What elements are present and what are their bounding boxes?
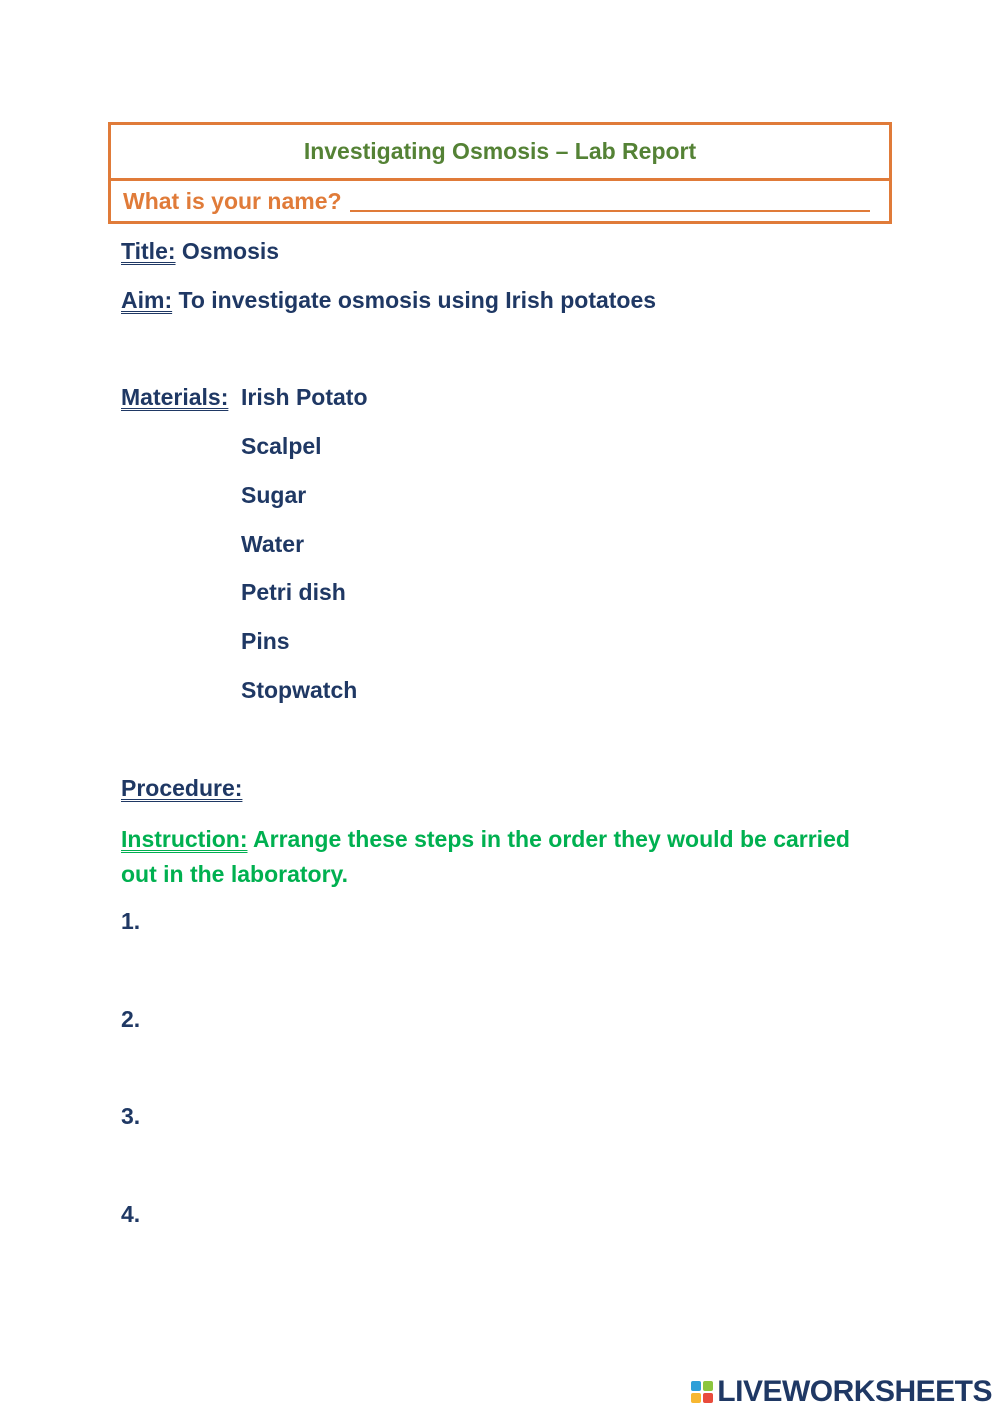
instruction-label: Instruction: xyxy=(121,826,248,852)
procedure-label: Procedure: xyxy=(121,775,243,801)
aim-value: To investigate osmosis using Irish potatoes xyxy=(172,287,657,313)
step-number: 2. xyxy=(121,1006,141,1032)
liveworksheets-logo xyxy=(691,1375,992,1409)
aim-label: Aim: xyxy=(121,287,173,313)
materials-line xyxy=(121,384,228,411)
aim-line xyxy=(121,287,656,314)
procedure-line xyxy=(121,775,242,802)
material-item: Scalpel xyxy=(241,433,322,459)
logo-text: LIVEWORKSHEETS xyxy=(717,1375,992,1408)
header-box xyxy=(108,122,892,224)
material-item: Petri dish xyxy=(241,579,346,605)
material-item: Irish Potato xyxy=(241,384,368,410)
name-row xyxy=(111,181,889,221)
name-input-blank[interactable] xyxy=(350,190,870,212)
step-number: 3. xyxy=(121,1103,141,1129)
instruction-body: Arrange these steps in the order they would be carried out in the laboratory. xyxy=(121,826,850,887)
instruction-text xyxy=(121,822,881,892)
material-item: Sugar xyxy=(241,482,307,508)
material-item: Pins xyxy=(241,628,290,654)
title-value: Osmosis xyxy=(175,238,280,264)
name-prompt: What is your name? xyxy=(123,187,342,214)
step-number: 1. xyxy=(121,908,141,934)
title-label: Title: xyxy=(121,238,176,264)
title-line xyxy=(121,238,279,265)
step-number: 4. xyxy=(121,1201,141,1227)
worksheet-title: Investigating Osmosis – Lab Report xyxy=(111,125,889,181)
logo-icon xyxy=(691,1381,713,1403)
material-item: Stopwatch xyxy=(241,677,358,703)
materials-label: Materials: xyxy=(121,384,229,410)
material-item: Water xyxy=(241,531,305,557)
